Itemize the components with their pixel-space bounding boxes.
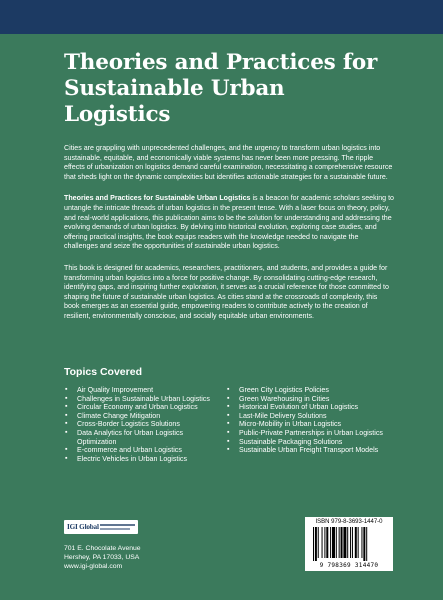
topic-item: ▪ Micro-Mobility in Urban Logistics bbox=[226, 420, 394, 429]
topic-item: ▪ Public-Private Partnerships in Urban Logistics bbox=[226, 429, 394, 438]
logo-tagline-line bbox=[100, 528, 130, 530]
topic-item: ▪ Circular Economy and Urban Logistics bbox=[64, 403, 222, 412]
topics-column-left bbox=[64, 386, 222, 463]
description-paragraph-2 bbox=[64, 194, 394, 252]
topic-item: ▪ Electric Vehicles in Urban Logistics bbox=[64, 455, 222, 464]
top-color-band bbox=[0, 0, 443, 34]
description-paragraph-2-text: is a beacon for academic scholars seeking to untangle the intricate threads of urban logistics in the present tense. With a laser focus on theory, policy, and real-world applications, this publication aims to be the solution for understanding and addressing the evolving demands of urban logistics. By delving into historical evolution, exploring case studies, and offering practical insights, the book equips readers with the knowledge needed to navigate the challenges and seize the opportunities of sustainable urban logistics. bbox=[64, 194, 394, 251]
topic-item: ▪ Challenges in Sustainable Urban Logistics bbox=[64, 395, 222, 404]
topics-list bbox=[64, 386, 394, 463]
book-title: Theories and Practices for Sustainable Urban Logistics bbox=[64, 50, 378, 127]
topic-item: ▪ Cross-Border Logistics Solutions bbox=[64, 420, 222, 429]
publisher-block bbox=[64, 520, 141, 571]
address-line: Hershey, PA 17033, USA bbox=[64, 554, 140, 561]
address-line: 701 E. Chocolate Avenue bbox=[64, 545, 141, 552]
back-cover-content bbox=[64, 50, 394, 322]
topic-item: ▪ Green City Logistics Policies bbox=[226, 386, 394, 395]
topic-item: ▪ Last-Mile Delivery Solutions bbox=[226, 412, 394, 421]
topic-item: ▪ Climate Change Mitigation bbox=[64, 412, 222, 421]
topic-item: ▪ Sustainable Urban Freight Transport Models bbox=[226, 446, 394, 455]
book-title-inline: Theories and Practices for Sustainable Urban Logistics bbox=[64, 194, 251, 203]
description-paragraph-1: Cities are grappling with unprecedented challenges, and the urgency to transform urban logistics into sustainable, equitable, and economically viable systems has never been more pressing. The ripple effects of urbanization on logistics demand careful examination, necessitating a comprehensive resource that sheds light on the dynamic complexities but identifies actionable strategies for a sustainable future. bbox=[64, 144, 393, 181]
topics-heading: Topics Covered bbox=[64, 366, 142, 378]
topic-item: ▪ Data Analytics for Urban Logistics Optimization bbox=[64, 429, 222, 446]
publisher-address bbox=[64, 544, 141, 571]
topic-item: ▪ E-commerce and Urban Logistics bbox=[64, 446, 222, 455]
publisher-logo-text: IGI Global bbox=[67, 523, 99, 531]
topic-item: ▪ Historical Evolution of Urban Logistics bbox=[226, 403, 394, 412]
topics-column-right bbox=[226, 386, 394, 463]
barcode-number: 9 798369 314470 bbox=[319, 562, 379, 569]
topic-item: ▪ Air Quality Improvement bbox=[64, 386, 222, 395]
publisher-logo bbox=[64, 520, 138, 534]
topic-item: ▪ Green Warehousing in Cities bbox=[226, 395, 394, 404]
isbn-label: ISBN 979-8-3693-1447-0 bbox=[315, 519, 383, 525]
barcode-box bbox=[305, 517, 393, 571]
publisher-website: www.igi-global.com bbox=[64, 563, 123, 570]
description-paragraph-3: This book is designed for academics, researchers, practitioners, and students, and provides a guide for transforming urban logistics into a force for positive change. By consolidating cutting-edge research, identifying gaps, and inspiring further exploration, it serves as a crucial reference for those committed to shaping the future of sustainable urban logistics. As cities stand at the crossroads of complexity, this book emerges as an essential guide, empowering readers to contribute actively to the creation of resilient, environmentally conscious, and socially equitable urban environments. bbox=[64, 263, 389, 320]
topic-item: ▪ Sustainable Packaging Solutions bbox=[226, 438, 394, 447]
logo-tagline-line bbox=[100, 524, 135, 526]
barcode-icon bbox=[313, 527, 385, 561]
